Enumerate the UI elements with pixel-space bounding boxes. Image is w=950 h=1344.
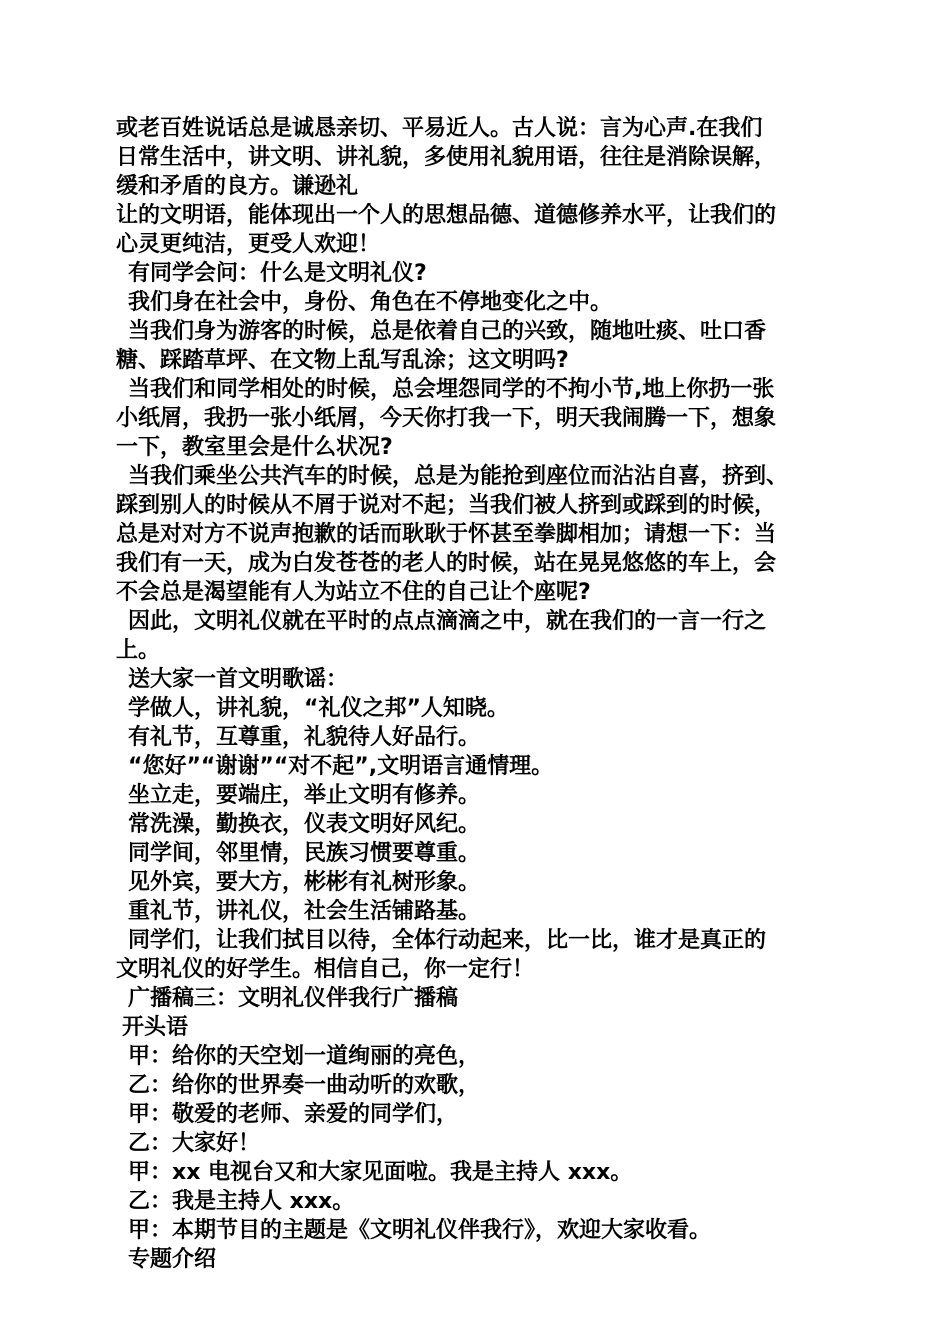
text-line: 甲：xx 电视台又和大家见面啦。我是主持人 xxx。 <box>128 1160 633 1185</box>
text-line: 见外宾，要大方，彬彬有礼树形象。 <box>128 870 481 895</box>
text-line: 专题介绍 <box>128 1247 217 1272</box>
text-line: 心灵更纯洁，更受人欢迎！ <box>116 232 381 257</box>
text-line: 甲：敬爱的老师、亲爱的同学们， <box>128 1102 459 1127</box>
text-line: 我们身在社会中，身份、角色在不停地变化之中。 <box>128 290 613 315</box>
text-line: 因此，文明礼仪就在平时的点点滴滴之中，就在我们的一言一行之 <box>128 609 767 634</box>
text-line: 缓和矛盾的良方。谦逊礼 <box>116 174 359 199</box>
text-line: 学做人，讲礼貌，“礼仪之邦”人知晓。 <box>128 696 509 721</box>
text-line: 文明礼仪的好学生。相信自己，你一定行！ <box>116 957 535 982</box>
text-line: 当我们乘坐公共汽车的时候，总是为能抢到座位而沾沾自喜，挤到、 <box>128 464 789 489</box>
text-line: 让的文明语，能体现出一个人的思想品德、道德修养水平，让我们的 <box>116 203 777 228</box>
text-line: 当我们身为游客的时候，总是依着自己的兴致，随地吐痰、吐口香 <box>128 319 767 344</box>
text-line: 同学们，让我们拭目以待，全体行动起来，比一比，谁才是真正的 <box>128 928 767 953</box>
text-line: 有礼节，互尊重，礼貌待人好品行。 <box>128 725 481 750</box>
text-line: 糖、踩踏草坪、在文物上乱写乱涂；这文明吗? <box>116 348 569 373</box>
text-line: 甲：本期节目的主题是《文明礼仪伴我行》，欢迎大家收看。 <box>128 1218 712 1243</box>
text-line: 我们有一天，成为白发苍苍的老人的时候，站在晃晃悠悠的车上，会 <box>116 551 777 576</box>
text-line: 广播稿三：文明礼仪伴我行广播稿 <box>128 986 459 1011</box>
text-line: 一下，教室里会是什么状况? <box>116 435 393 460</box>
text-line: 有同学会问：什么是文明礼仪? <box>128 261 427 286</box>
text-line: 甲：给你的天空划一道绚丽的亮色， <box>128 1044 481 1069</box>
text-line: 常洗澡，勤换衣，仪表文明好风纪。 <box>128 812 481 837</box>
text-line: 当我们和同学相处的时候，总会埋怨同学的不拘小节,地上你扔一张 <box>128 377 775 402</box>
text-line: 乙：给你的世界奏一曲动听的欢歌， <box>128 1073 481 1098</box>
text-line: 小纸屑，我扔一张小纸屑，今天你打我一下，明天我闹腾一下，想象 <box>116 406 777 431</box>
text-line: 开头语 <box>122 1015 189 1040</box>
text-line: 坐立走，要端庄，举止文明有修养。 <box>128 783 481 808</box>
text-line: 乙：我是主持人 xxx。 <box>128 1189 355 1214</box>
text-line: 或老百姓说话总是诚恳亲切、平易近人。古人说：言为心声.在我们 <box>116 116 763 141</box>
text-line: 不会总是渴望能有人为站立不住的自己让个座呢? <box>116 580 591 605</box>
text-line: 日常生活中，讲文明、讲礼貌，多使用礼貌用语，往往是消除误解， <box>116 145 777 170</box>
text-line: “您好”“谢谢”“对不起”,文明语言通情理。 <box>128 754 554 779</box>
text-line: 踩到别人的时候从不屑于说对不起；当我们被人挤到或踩到的时候， <box>116 493 777 518</box>
text-line: 总是对对方不说声抱歉的话而耿耿于怀甚至拳脚相加；请想一下：当 <box>116 522 777 547</box>
text-line: 乙：大家好！ <box>128 1131 261 1156</box>
text-line: 重礼节，讲礼仪，社会生活铺路基。 <box>128 899 481 924</box>
text-line: 上。 <box>116 638 161 663</box>
document-page <box>116 114 841 1274</box>
text-line: 同学间，邻里情，民族习惯要尊重。 <box>128 841 481 866</box>
text-line: 送大家一首文明歌谣： <box>128 667 349 692</box>
